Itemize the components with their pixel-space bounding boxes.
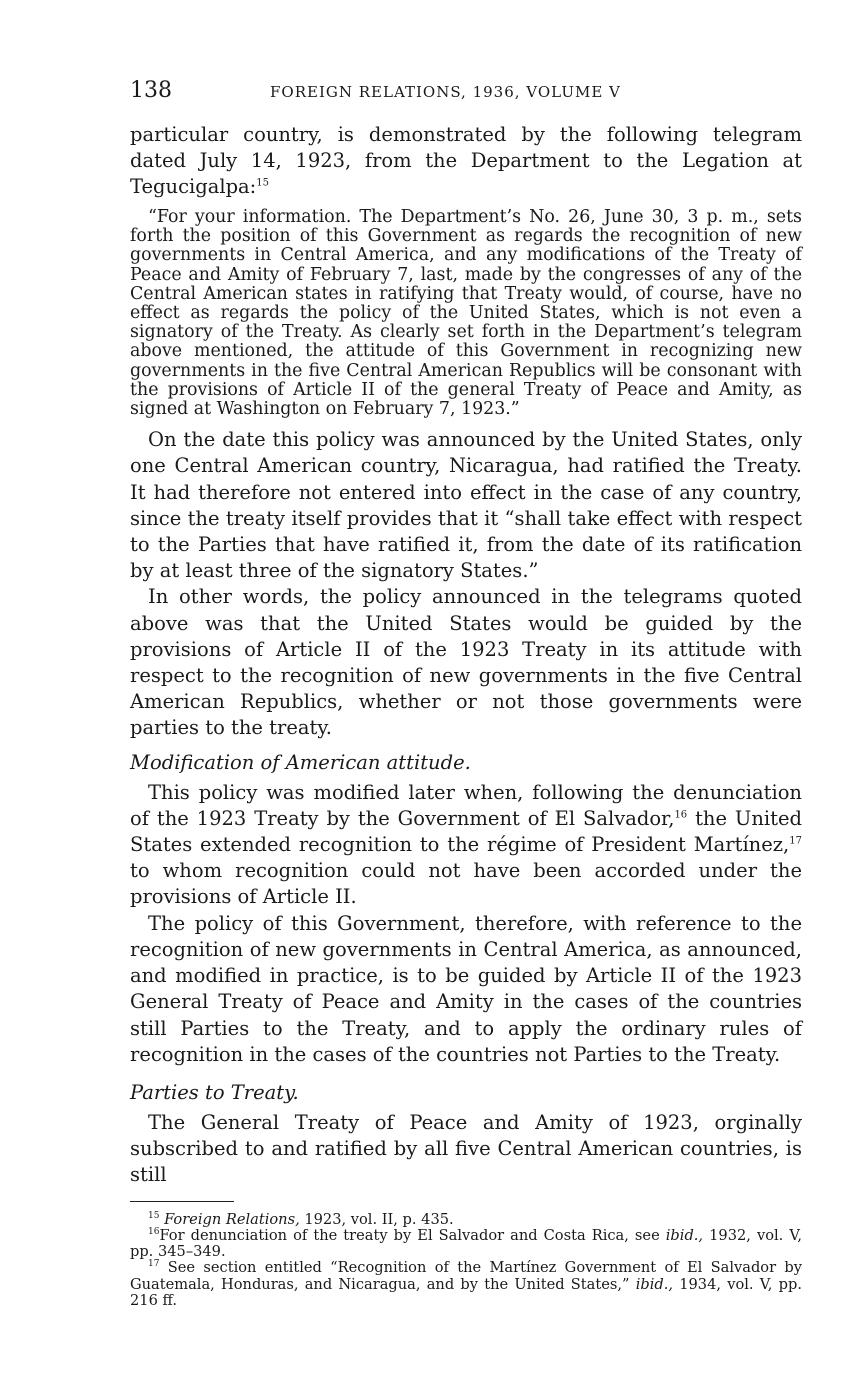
section-heading-modification: Modification of American attitude. — [130, 750, 471, 774]
intro-text: particular country, is demonstrated by the following telegram dated July 14, 1923, from the Department to the Legation at Tegucigalpa: — [130, 123, 802, 198]
p3-text-c: to whom recognition could not have been accorded under the provisions of Article II. — [130, 859, 802, 909]
paragraph-ratification: On the date this policy was announced by the United States, only one Central American country, Nicaragua, had ratified the Treaty. It had therefore not entered into effect in the case of any country, since the treaty itself provides that it “shall take effect with respect to the Parties that have ratified it, from the date of its ratification by at least three of the signatory States.” — [130, 428, 802, 583]
footnote-text: 1923, vol. II, p. 435. — [299, 1210, 454, 1228]
paragraph-policy: In other words, the policy announced in the telegrams quoted above was that the United States would be guided by the provisions of Article II of the 1923 Treaty in its attitude with respect to the recognition of new governments in the five Central American Republics, whether or not those governments were parties to the treaty. — [130, 585, 802, 740]
footnote-text: For denunciation of the treaty by El Salvador and Costa Rica, see — [159, 1226, 666, 1244]
footnote-number: 15 — [148, 1210, 160, 1221]
footnote-number: 17 — [148, 1259, 160, 1270]
footnote-text: See section entitled “Recognition of the Martínez Government of El Salvador by Guatemala, Honduras, and Nicaragua, and by the United States,” — [130, 1259, 802, 1293]
intro-paragraph — [130, 122, 802, 200]
paragraph-government-policy: The policy of this Government, therefore, with reference to the recognition of new governments in Central America, as announced, and modified in practice, is to be guided by Article II of the 1923 General Treaty of Peace and Amity in the cases of the countries still Parties to the Treaty, and to apply the ordinary rules of recognition in the cases of the countries not Parties to the Treaty. — [130, 911, 802, 1066]
page-header — [130, 78, 802, 112]
document-page — [130, 78, 802, 1309]
footnote-16 — [130, 1228, 802, 1261]
footnote-number: 16 — [148, 1226, 160, 1237]
footnote-text-end: 1934, vol. V, pp. 216 ff. — [130, 1275, 802, 1309]
page-number: 138 — [130, 78, 172, 103]
telegram-quote: “For your information. The Department’s No. 26, June 30, 3 p. m., sets forth the position of this Government as regards the recognition of new governments in Central America, and any modifications of the Treaty of Peace and Amity of February 7, last, made by the congresses of any of the Central American states in ratifying that Treaty would, of course, have no effect as regards the policy of the United States, which is not even a signatory of the Treaty. As clearly set forth in the Department’s telegram above mentioned, the attitude of this Government in recognizing new governments in the five Central American Republics will be consonant with the provisions of Article II of the general Treaty of Peace and Amity, as signed at Washington on February 7, 1923.” — [130, 207, 802, 420]
footnote-ref-15: 15 — [256, 177, 269, 189]
footnote-15 — [130, 1212, 802, 1228]
footnote-italic: ibid., — [665, 1226, 704, 1244]
p3-text-b: the United States extended recognition to the régime of President Martínez, — [130, 806, 802, 857]
footnote-italic: ibid., — [635, 1275, 673, 1293]
footnote-text-end: 1932, vol. V, pp. 345–349. — [130, 1226, 802, 1261]
section-heading-parties: Parties to Treaty. — [130, 1080, 299, 1104]
footnote-divider — [130, 1201, 234, 1202]
footnote-italic: Foreign Relations, — [164, 1210, 300, 1228]
footnote-17 — [130, 1260, 802, 1309]
footnote-ref-17: 17 — [789, 835, 802, 847]
running-head: FOREIGN RELATIONS, 1936, VOLUME V — [270, 83, 621, 101]
footnote-ref-16: 16 — [674, 809, 688, 821]
paragraph-parties: The General Treaty of Peace and Amity of 1923, orginally subscribed to and ratified by all five Central American countries, is still — [130, 1110, 802, 1187]
p3-text-a: This policy was modified later when, following the denunciation of the 1923 Treaty by the Government of El Salvador, — [130, 780, 802, 830]
paragraph-modification — [130, 780, 802, 911]
